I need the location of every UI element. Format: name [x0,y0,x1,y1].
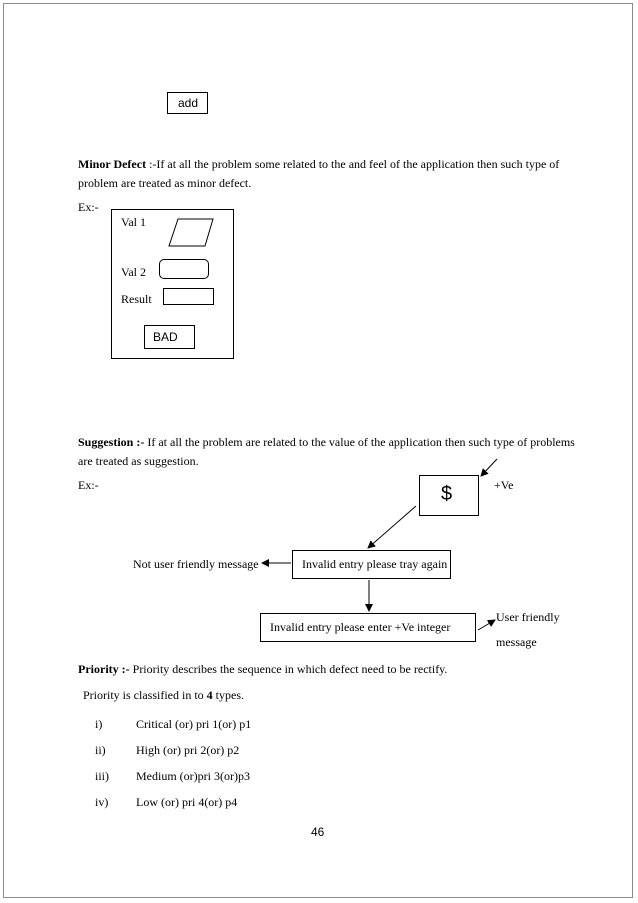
add-button-label: add [178,96,199,110]
bad-button-label: BAD [153,330,178,344]
not-user-friendly-label: Not user friendly message [133,557,259,571]
priority-heading: Priority :- [78,662,130,676]
priority-item-text: High (or) pri 2(or) p2 [136,743,240,757]
user-friendly-label-line1: User friendly [496,610,560,624]
suggestion-heading: Suggestion :- [78,435,145,449]
user-friendly-label-line2: message [496,635,537,649]
priority-item-num: iii) [95,769,109,783]
priority-classified-pre: Priority is classified in to [83,688,207,702]
priority-item-text: Critical (or) pri 1(or) p1 [136,717,252,731]
minor-defect-text: :-If at all the problem some related to the and feel of the application then such type of problem are treated as minor defect. [78,157,560,190]
page-number: 46 [311,825,325,839]
priority-text: Priority describes the sequence in which defect need to be rectify. [129,662,448,676]
plus-ve-label: +Ve [494,478,514,492]
arrow-to-invalid-again [368,506,416,548]
priority-classified [83,688,244,703]
val1-label: Val 1 [121,215,146,229]
arrow-to-user-friendly [478,620,495,630]
priority-item-text: Medium (or)pri 3(or)p3 [136,769,250,783]
invalid-entry-again-text: Invalid entry please tray again [302,557,448,571]
priority-paragraph [78,662,447,677]
val2-label: Val 2 [121,265,146,279]
suggestion-text: If at all the problem are related to the value of the application then such type of problems are treated as suggestion. [78,435,575,468]
priority-item-text: Low (or) pri 4(or) p4 [136,795,238,809]
result-label: Result [121,292,152,306]
example-label-2: Ex:- [78,478,99,492]
priority-classified-number: 4 [206,688,213,702]
invalid-entry-integer-text: Invalid entry please enter +Ve integer [270,620,451,634]
dollar-sign: $ [441,483,453,505]
priority-item-num: i) [95,717,103,731]
priority-item-num: iv) [95,795,109,809]
priority-item-num: ii) [95,743,106,757]
example-label-1: Ex:- [78,200,99,214]
priority-classified-post: types. [212,688,244,702]
arrow-to-dollar-box [481,459,497,476]
minor-defect-heading: Minor Defect [78,157,147,171]
